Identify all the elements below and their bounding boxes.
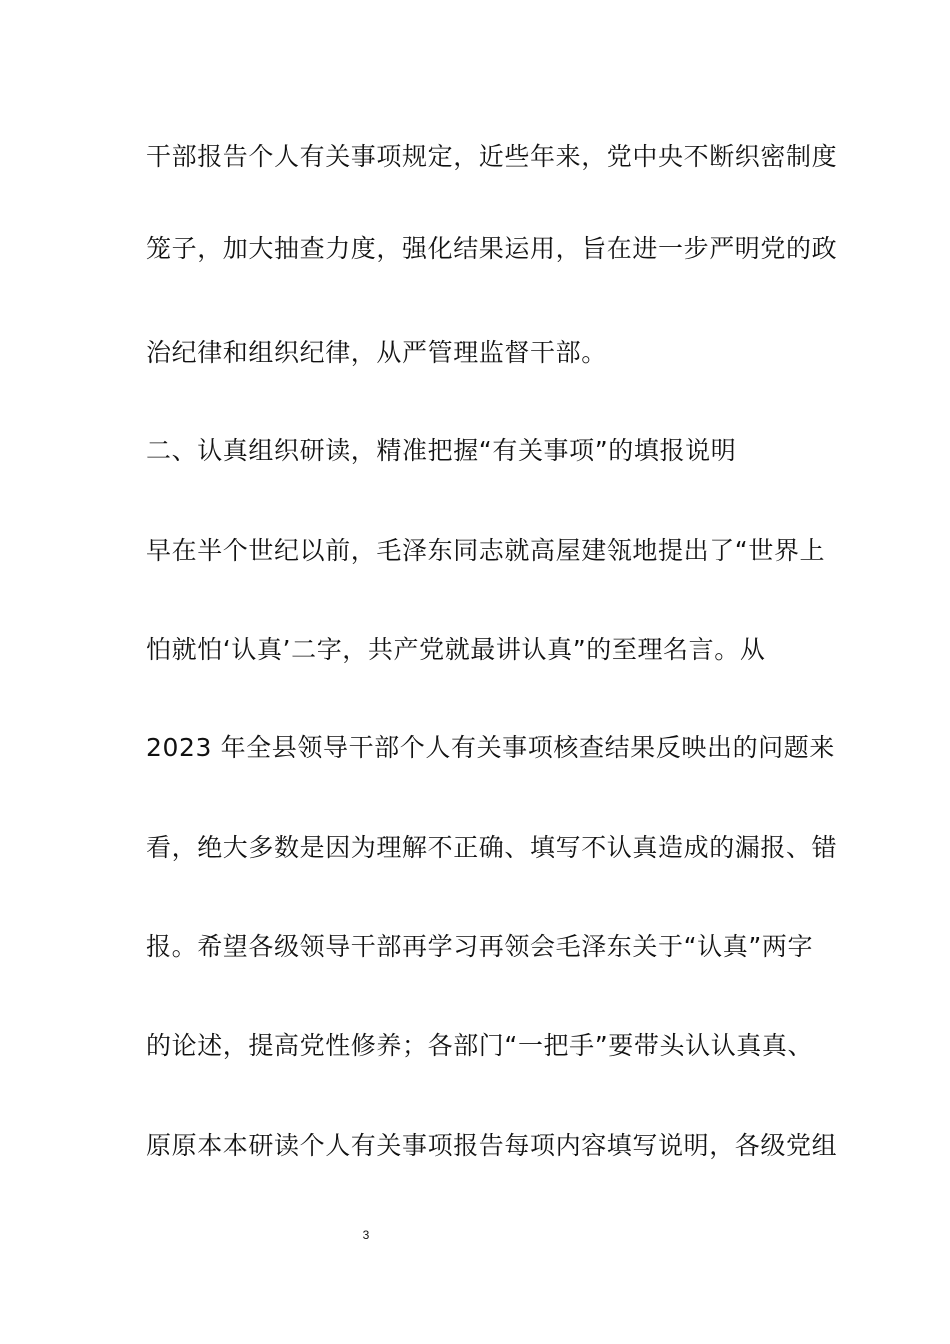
text-line: 干部报告个人有关事项规定，近些年来，党中央不断织密制度 — [146, 142, 838, 171]
text-line: 报。希望各级领导干部再学习再领会毛泽东关于“认真”两字 — [146, 932, 814, 961]
text-line: 治纪律和组织纪律，从严管理监督干部。 — [146, 338, 607, 367]
text-line: 笼子，加大抽查力度，强化结果运用，旨在进一步严明党的政 — [146, 234, 838, 263]
text-line: 怕就怕‘认真’二字，共产党就最讲认真”的至理名言。从 — [146, 635, 766, 664]
text-line: 2023 年全县领导干部个人有关事项核查结果反映出的问题来 — [146, 733, 835, 762]
text-line: 原原本本研读个人有关事项报告每项内容填写说明，各级党组 — [146, 1131, 838, 1160]
section-heading: 二、认真组织研读，精准把握“有关事项”的填报说明 — [146, 436, 737, 465]
text-line: 的论述，提高党性修养；各部门“一把手”要带头认认真真、 — [146, 1031, 814, 1060]
text-line: 看，绝大多数是因为理解不正确、填写不认真造成的漏报、错 — [146, 833, 838, 862]
page-number: 3 — [362, 1228, 370, 1242]
text-line: 早在半个世纪以前，毛泽东同志就高屋建瓴地提出了“世界上 — [146, 536, 826, 565]
